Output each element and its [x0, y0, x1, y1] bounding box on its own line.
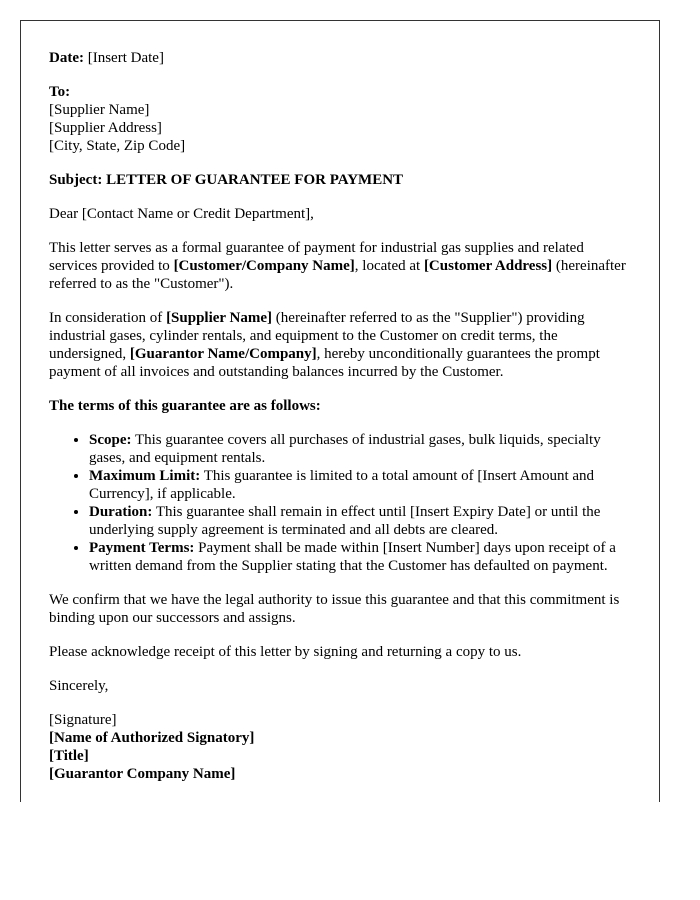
letter-page — [20, 20, 660, 802]
text: In consideration of — [49, 310, 167, 326]
term-label: Scope: — [89, 432, 132, 448]
guarantor-company: [Guarantor Company Name] — [49, 766, 236, 782]
text: , hereby unconditionally guarantees the prompt payment of all invoices and outstanding balances incurred by the Customer. — [49, 346, 600, 380]
date-label: Date: — [49, 50, 84, 66]
signature-block — [49, 711, 629, 783]
supplier-city: [City, State, Zip Code] — [49, 138, 186, 154]
terms-heading-text: The terms of this guarantee are as follows: — [49, 398, 321, 414]
date-value: [Insert Date] — [83, 50, 164, 66]
term-text: This guarantee covers all purchases of industrial gases, bulk liquids, specialty gases, and equipment rentals. — [89, 432, 601, 466]
term-payment-terms — [89, 539, 629, 575]
paragraph-consideration — [49, 309, 629, 381]
paragraph-acknowledge: Please acknowledge receipt of this letter by signing and returning a copy to us. — [49, 644, 522, 660]
term-label: Duration: — [89, 504, 153, 520]
text: , located at — [354, 258, 424, 274]
text: (hereinafter referred to as the "Supplier") providing industrial gases, cylinder rentals, and equipment to the Customer on credit terms, the undersigned, — [49, 310, 585, 362]
term-label: Maximum Limit: — [89, 468, 201, 484]
term-duration — [89, 503, 629, 539]
term-label: Payment Terms: — [89, 540, 195, 556]
text: (hereinafter referred to as the "Customer"). — [49, 258, 626, 292]
text: This letter serves as a formal guarantee of payment for industrial gas supplies and related services provided to — [49, 240, 584, 274]
signatory-name: [Name of Authorized Signatory] — [49, 730, 255, 746]
subject-text: Subject: LETTER OF GUARANTEE FOR PAYMENT — [49, 172, 404, 188]
term-maximum-limit — [89, 467, 629, 503]
salutation: Dear [Contact Name or Credit Department], — [49, 206, 314, 222]
date-line — [49, 49, 629, 67]
paragraph-authority: We confirm that we have the legal authority to issue this guarantee and that this commitment is binding upon our successors and assigns. — [49, 592, 620, 626]
term-scope — [89, 431, 629, 467]
customer-address-placeholder: [Customer Address] — [423, 258, 553, 274]
signature-placeholder: [Signature] — [49, 712, 117, 728]
to-label: To: — [49, 84, 71, 100]
term-text: This guarantee shall remain in effect until [Insert Expiry Date] or until the underlying supply agreement is terminated and all debts are cleared. — [89, 504, 601, 538]
closing: Sincerely, — [49, 678, 109, 694]
signatory-title: [Title] — [49, 748, 89, 764]
supplier-name-placeholder: [Supplier Name] — [166, 310, 273, 326]
paragraph-intro — [49, 239, 629, 293]
customer-name-placeholder: [Customer/Company Name] — [173, 258, 355, 274]
supplier-address: [Supplier Address] — [49, 120, 162, 136]
terms-heading — [49, 397, 629, 415]
term-text: Payment shall be made within [Insert Number] days upon receipt of a written demand from the Supplier stating that the Customer has defaulted on payment. — [89, 540, 616, 574]
recipient-block — [49, 83, 629, 155]
guarantor-name-placeholder: [Guarantor Name/Company] — [129, 346, 317, 362]
terms-list — [49, 431, 629, 575]
subject-line — [49, 171, 629, 189]
term-text: This guarantee is limited to a total amount of [Insert Amount and Currency], if applicable. — [89, 468, 595, 502]
supplier-name: [Supplier Name] — [49, 102, 150, 118]
